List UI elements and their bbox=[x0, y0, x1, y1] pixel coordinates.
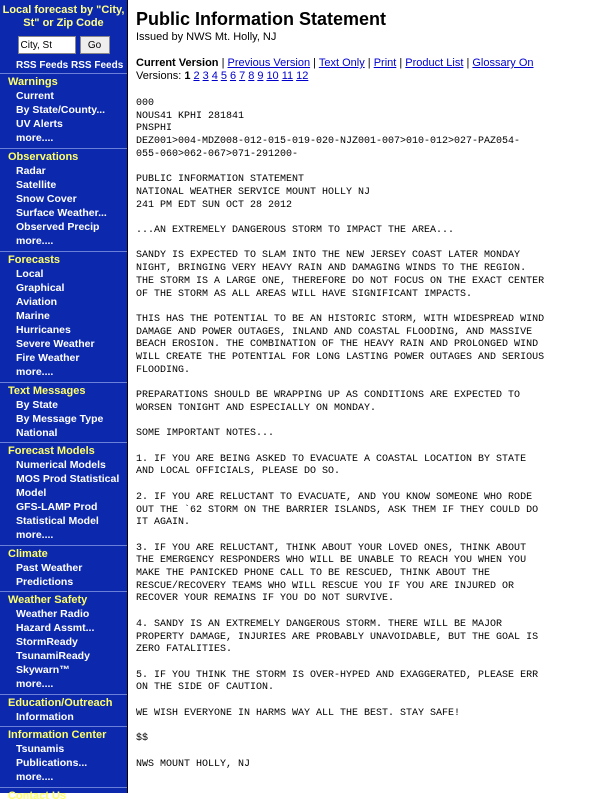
sidebar-item[interactable]: Hurricanes bbox=[16, 324, 71, 336]
sidebar bbox=[0, 0, 128, 802]
product-text: 000 NOUS41 KPHI 281841 PNSPHI DEZ001>004-MDZ008-012-015-019-020-NJZ001-007>010-012>027-PAZ054- 055-060>062-067>071-291200- PUBLIC INFORMATION STATEMENT NATIONAL WEATHER SERVICE MOUNT HOLLY NJ 241 PM EDT SUN OCT 28 2012 ...AN EXTREMELY DANGEROUS STORM TO IMPACT THE AREA... SANDY IS EXPECTED TO SLAM INTO THE NEW JERSEY COAST LATER MONDAY NIGHT, BRINGING VERY HEAVY RAIN AND DAMAGING WINDS TO THE REGION. THE STORM IS A LARGE ONE, THEREFORE DO NOT FOCUS ON THE EXACT CENTER OF THE STORM AS ALL AREAS WILL HAVE SIGNIFICANT IMPACTS. THIS HAS THE POTENTIAL TO BE AN HISTORIC STORM, WITH WIDESPREAD WIND DAMAGE AND POWER OUTAGES, INLAND AND COASTAL FLOODING, AND MASSIVE BEACH EROSION. THE COMBINATION OF THE HEAVY RAIN AND PROLONGED WIND WILL CREATE THE POTENTIAL FOR LONG LASTING POWER OUTAGES AND SERIOUS FLOODING. PREPARATIONS SHOULD BE WRAPPING UP AS CONDITIONS ARE EXPECTED TO WORSEN TONIGHT AND ESPECIALLY ON MONDAY. SOME IMPORTANT NOTES... 1. IF YOU ARE BEING ASKED TO EVACUATE A COASTAL LOCATION BY STATE AND LOCAL OFFICIALS, PLEASE DO SO. 2. IF YOU ARE RELUCTANT TO EVACUATE, AND YOU KNOW SOMEONE WHO RODE OUT THE `62 STORM ON THE BARRIER ISLANDS, ASK THEM IF THEY COULD DO IT AGAIN. 3. IF YOU ARE RELUCTANT, THINK ABOUT YOUR LOVED ONES, THINK ABOUT THE EMERGENCY RESPONDERS WHO WILL BE UNABLE TO REACH YOU WHEN YOU MAKE THE PANICKED PHONE CALL TO BE RESCUED, THINK ABOUT THE RESCUE/RECOVERY TEAMS WHO WILL RESCUE YOU IF YOU ARE INJURED OR RECOVER YOUR REMAINS IF YOU DO NOT SURVIVE. 4. SANDY IS AN EXTREMELY DANGEROUS STORM. THERE WILL BE MAJOR PROPERTY DAMAGE, INJURIES ARE PROBABLY UNAVOIDABLE, BUT THE GOAL IS ZERO FATALITIES. 5. IF YOU THINK THE STORM IS OVER-HYPED AND EXAGGERATED, PLEASE ERR ON THE SIDE OF CAUTION. WE WISH EVERYONE IN HARMS WAY ALL THE BEST. STAY SAFE! $$ NWS MOUNT HOLLY, NJ bbox=[136, 98, 545, 770]
version-number-link[interactable]: 9 bbox=[257, 70, 264, 82]
sidebar-item[interactable]: Hazard Assmt... bbox=[16, 622, 95, 634]
versions-list bbox=[136, 70, 596, 82]
sidebar-item[interactable]: Local bbox=[16, 268, 44, 280]
page-title: Public Information Statement bbox=[136, 9, 387, 29]
sidebar-item[interactable]: By Message Type bbox=[16, 413, 104, 425]
sidebar-item[interactable]: Past Weather bbox=[16, 562, 83, 574]
sidebar-item[interactable]: Satellite bbox=[16, 179, 57, 191]
sidebar-item[interactable]: UV Alerts bbox=[16, 118, 63, 130]
sidebar-section-heading[interactable]: Forecast Models bbox=[0, 442, 127, 458]
version-number-link[interactable]: 11 bbox=[281, 70, 294, 82]
sidebar-section bbox=[0, 442, 127, 543]
main-content bbox=[136, 0, 596, 771]
sidebar-section bbox=[0, 545, 127, 589]
sidebar-item[interactable]: more.... bbox=[16, 235, 54, 247]
sidebar-item[interactable]: Tsunamis bbox=[16, 743, 65, 755]
version-link[interactable]: Glossary On bbox=[472, 57, 534, 69]
sidebar-item[interactable]: Aviation bbox=[16, 296, 58, 308]
sidebar-item[interactable]: StormReady bbox=[16, 636, 78, 648]
sidebar-item[interactable]: Skywarn™ bbox=[16, 664, 70, 676]
go-button[interactable]: Go bbox=[80, 36, 110, 54]
sidebar-item[interactable]: Radar bbox=[16, 165, 46, 177]
sidebar-section-heading[interactable]: Contact Us bbox=[0, 787, 127, 803]
sidebar-item[interactable]: Information bbox=[16, 711, 74, 723]
version-current: 1 bbox=[184, 70, 191, 82]
sidebar-item[interactable]: Marine bbox=[16, 310, 50, 322]
sidebar-item[interactable]: Graphical bbox=[16, 282, 65, 294]
sidebar-section bbox=[0, 148, 127, 249]
local-forecast-title: Local forecast by "City, St" or Zip Code bbox=[2, 4, 125, 29]
version-number-link[interactable]: 2 bbox=[193, 70, 200, 82]
version-number-link[interactable]: 4 bbox=[211, 70, 218, 82]
version-link[interactable]: Product List bbox=[405, 57, 464, 69]
sidebar-item[interactable]: Surface Weather... bbox=[16, 207, 107, 219]
sidebar-section bbox=[0, 694, 127, 724]
version-number-link[interactable]: 7 bbox=[239, 70, 246, 82]
sidebar-item[interactable]: Weather Radio bbox=[16, 608, 90, 620]
sidebar-section-heading[interactable]: Climate bbox=[0, 545, 127, 561]
sidebar-section bbox=[0, 382, 127, 440]
sidebar-item[interactable]: Numerical Models bbox=[16, 459, 106, 471]
sidebar-item[interactable]: National bbox=[16, 427, 58, 439]
sidebar-item[interactable]: Current bbox=[16, 90, 54, 102]
sidebar-item[interactable]: Fire Weather bbox=[16, 352, 80, 364]
sidebar-item[interactable]: more.... bbox=[16, 366, 54, 378]
sidebar-item[interactable]: more.... bbox=[16, 678, 54, 690]
version-number-link[interactable]: 6 bbox=[229, 70, 237, 82]
sidebar-item[interactable]: GFS-LAMP Prod Statistical Model bbox=[16, 501, 99, 527]
sidebar-item[interactable]: more.... bbox=[16, 132, 54, 144]
sidebar-item[interactable]: MOS Prod Statistical Model bbox=[16, 473, 120, 499]
current-version-label: Current Version bbox=[136, 57, 219, 69]
versions-label: Versions: bbox=[136, 70, 182, 82]
sidebar-item[interactable]: TsunamiReady bbox=[16, 650, 90, 662]
sidebar-section-heading[interactable]: Forecasts bbox=[0, 251, 127, 267]
sidebar-section bbox=[0, 591, 127, 692]
rss-feeds-link[interactable]: RSS Feeds RSS Feeds bbox=[16, 60, 124, 71]
sidebar-item[interactable]: Publications... bbox=[16, 757, 88, 769]
version-number-link[interactable]: 10 bbox=[266, 70, 279, 82]
version-number-link[interactable]: 8 bbox=[248, 70, 255, 82]
sidebar-section bbox=[0, 251, 127, 380]
sidebar-section bbox=[0, 73, 127, 146]
issued-by: Issued by NWS Mt. Holly, NJ bbox=[136, 31, 277, 43]
sidebar-item[interactable]: By State bbox=[16, 399, 59, 411]
sidebar-item[interactable]: Observed Precip bbox=[16, 221, 100, 233]
sidebar-section bbox=[0, 787, 127, 803]
sidebar-item[interactable]: Snow Cover bbox=[16, 193, 77, 205]
version-number-link[interactable]: 5 bbox=[220, 70, 227, 82]
city-zip-input[interactable] bbox=[18, 36, 76, 54]
sidebar-sections bbox=[0, 73, 127, 803]
version-link[interactable]: Text Only bbox=[318, 57, 365, 69]
local-forecast-form bbox=[0, 36, 127, 54]
sidebar-section-heading[interactable]: Text Messages bbox=[0, 382, 127, 398]
sidebar-section-heading[interactable]: Observations bbox=[0, 148, 127, 164]
sidebar-section bbox=[0, 726, 127, 785]
version-number-link[interactable]: 12 bbox=[296, 70, 309, 82]
sidebar-item[interactable]: Severe Weather bbox=[16, 338, 95, 350]
version-link[interactable]: Print bbox=[373, 57, 397, 69]
version-link[interactable]: Previous Version bbox=[227, 57, 311, 69]
sidebar-section-heading[interactable]: Warnings bbox=[0, 73, 127, 89]
sidebar-section-heading[interactable]: Education/Outreach bbox=[0, 694, 127, 710]
sidebar-item[interactable]: more.... bbox=[16, 529, 54, 541]
sidebar-section-heading[interactable]: Information Center bbox=[0, 726, 127, 742]
sidebar-item[interactable]: Predictions bbox=[16, 576, 74, 588]
sidebar-item[interactable]: more.... bbox=[16, 771, 54, 783]
sidebar-item[interactable]: By State/County... bbox=[16, 104, 106, 116]
sidebar-section-heading[interactable]: Weather Safety bbox=[0, 591, 127, 607]
version-number-link[interactable]: 3 bbox=[202, 70, 209, 82]
version-links: Current Version | Previous Version | Text Only | Print | Product List | Glossary On bbox=[136, 57, 534, 69]
